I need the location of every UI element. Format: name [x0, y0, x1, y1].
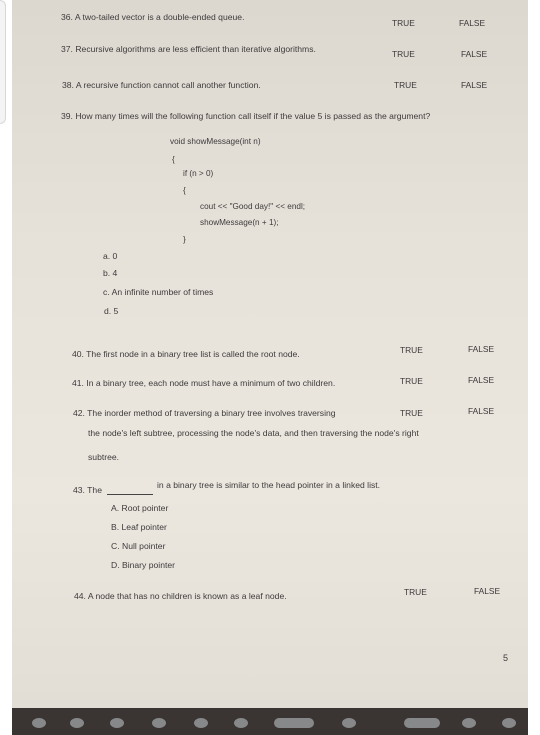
code-line-4: {: [183, 186, 186, 195]
photo: [12, 0, 528, 735]
question-39-text: 39. How many times will the following function call itself if the value 5 is passed as the argument?: [61, 111, 431, 121]
question-42-line-3: subtree.: [88, 452, 120, 462]
fabric-background: [12, 708, 528, 735]
question-36-false: FALSE: [459, 18, 486, 28]
question-44-text: 44. A node that has no children is known as a leaf node.: [74, 591, 287, 601]
question-38-false: FALSE: [461, 80, 488, 90]
question-41-true: TRUE: [400, 376, 423, 386]
page-number: 5: [503, 653, 509, 663]
question-37-true: TRUE: [392, 49, 415, 59]
question-43-prefix: 43. The: [73, 485, 102, 495]
question-43-suffix: in a binary tree is similar to the head pointer in a linked list.: [157, 480, 381, 490]
question-43-option-d: D. Binary pointer: [111, 560, 176, 570]
question-42-false: FALSE: [468, 406, 495, 416]
question-43-option-a: A. Root pointer: [111, 503, 169, 513]
question-40-text: 40. The first node in a binary tree list is called the root node.: [72, 349, 300, 359]
question-39-option-c: c. An infinite number of times: [103, 287, 214, 297]
question-40-false: FALSE: [468, 344, 495, 354]
question-42-true: TRUE: [400, 408, 423, 418]
question-39-option-d: d. 5: [104, 306, 119, 316]
question-44-false: FALSE: [474, 586, 501, 596]
question-38-text: 38. A recursive function cannot call another function.: [62, 80, 261, 90]
question-36-text: 36. A two-tailed vector is a double-ended queue.: [61, 12, 245, 22]
question-42-line-2: the node's left subtree, processing the node's data, and then traversing the node's right: [88, 428, 419, 438]
code-line-6: showMessage(n + 1);: [200, 218, 279, 227]
question-37-text: 37. Recursive algorithms are less efficient than iterative algorithms.: [61, 44, 316, 54]
question-43-option-c: C. Null pointer: [111, 541, 166, 551]
question-37-false: FALSE: [461, 49, 488, 59]
question-41-text: 41. In a binary tree, each node must have a minimum of two children.: [72, 378, 336, 388]
question-42-line-1: 42. The inorder method of traversing a binary tree involves traversing: [73, 408, 336, 418]
question-38-true: TRUE: [394, 80, 417, 90]
code-line-7: }: [183, 235, 186, 244]
code-line-5: cout << "Good day!" << endl;: [200, 202, 306, 211]
question-36-true: TRUE: [392, 18, 415, 28]
exam-page: [12, 0, 528, 708]
question-40-true: TRUE: [400, 345, 423, 355]
question-44-true: TRUE: [404, 587, 427, 597]
question-39-option-b: b. 4: [103, 268, 118, 278]
question-43-blank: [107, 494, 153, 495]
question-39-option-a: a. 0: [103, 251, 118, 261]
code-line-1: void showMessage(int n): [170, 137, 261, 146]
code-line-3: if (n > 0): [183, 169, 214, 178]
side-panel-tab: [0, 0, 6, 124]
code-line-2: {: [172, 155, 175, 164]
question-43-option-b: B. Leaf pointer: [111, 522, 167, 532]
question-41-false: FALSE: [468, 375, 495, 385]
